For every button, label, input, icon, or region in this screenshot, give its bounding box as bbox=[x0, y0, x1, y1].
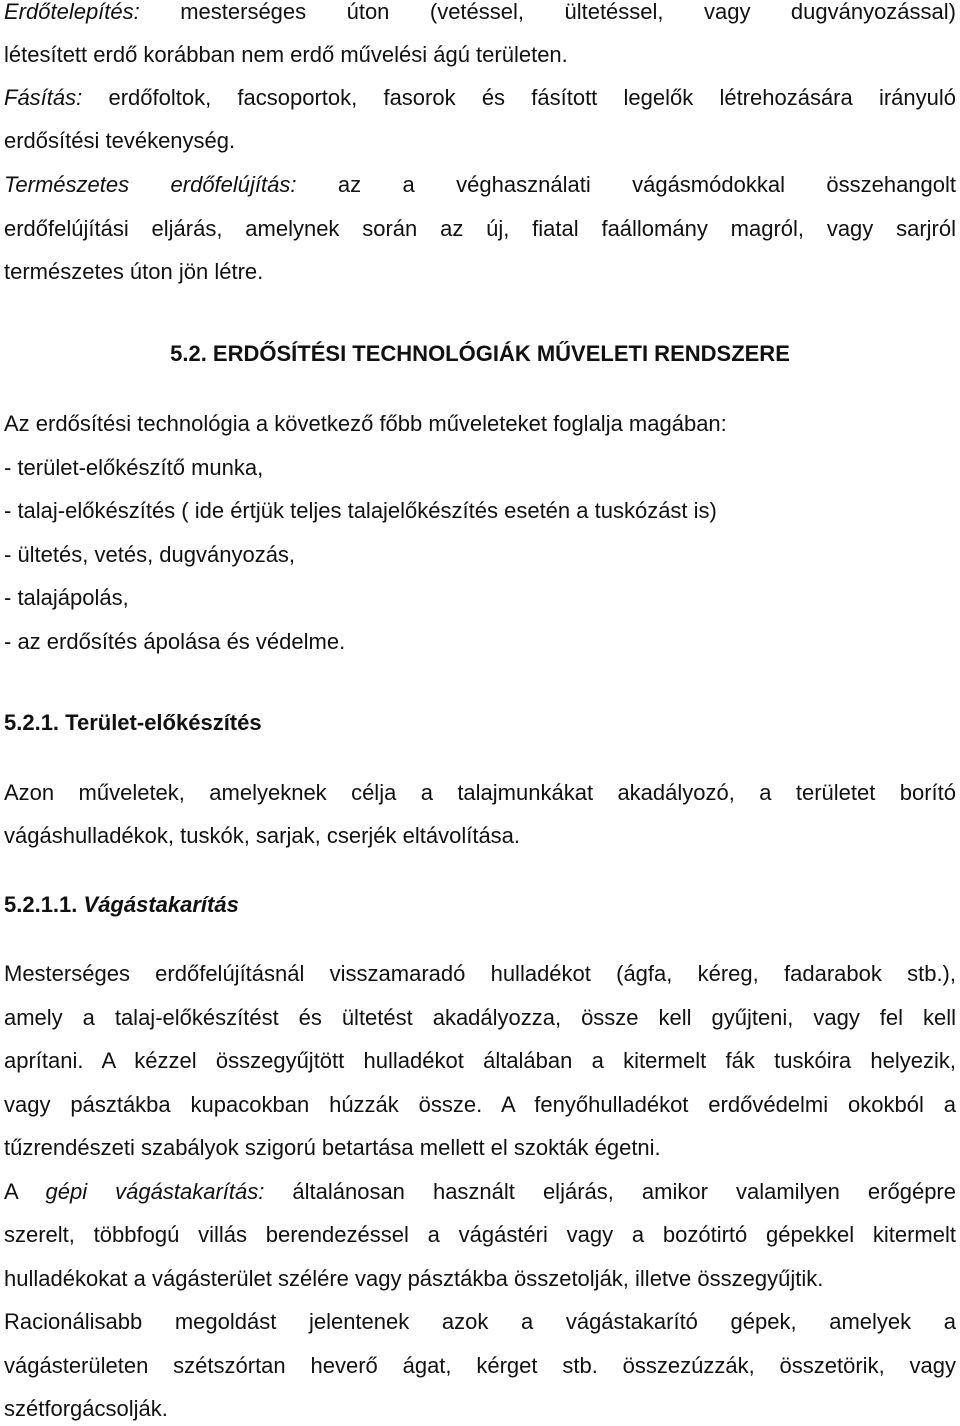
definition-termeszetes-line-1 bbox=[4, 170, 956, 200]
operations-intro: Az erdősítési technológia a következő főbb műveleteket foglalja magában: bbox=[4, 411, 727, 436]
racionalis-megoldas-line-3: szétforgácsolják. bbox=[4, 1396, 168, 1421]
vagastakaritas-line-3: aprítani. A kézzel összegyűjtött hulladékot általában a kitermelt fák tuskóira helyezik, bbox=[4, 1048, 956, 1073]
operations-list-item: - az erdősítés ápolása és védelme. bbox=[4, 629, 346, 654]
definition-text: általánosan használt eljárás, amikor valamilyen erőgépre bbox=[264, 1179, 956, 1204]
terulet-elokeszites-line-2: vágáshulladékok, tuskók, sarjak, cserjék eltávolítása. bbox=[4, 823, 521, 848]
operations-list-item: - talajápolás, bbox=[4, 585, 129, 610]
gepi-vagastakaritas-line-3: hulladékokat a vágásterület szélére vagy pásztákba összetolják, illetve összegyűjtik. bbox=[4, 1266, 824, 1291]
operations-list-item: - ültetés, vetés, dugványozás, bbox=[4, 542, 296, 567]
gepi-vagastakaritas-line-1 bbox=[4, 1177, 956, 1207]
vagastakaritas-line-4: vagy pásztákba kupacokban húzzák össze. A fenyőhulladékot erdővédelmi okokból a bbox=[4, 1092, 956, 1117]
definition-termeszetes-line-3: természetes úton jön létre. bbox=[4, 259, 264, 284]
vagastakaritas-line-1: Mesterséges erdőfelújításnál visszamaradó hulladékot (ágfa, kéreg, fadarabok stb.), bbox=[4, 961, 956, 986]
definition-term: Erdőtelepítés: bbox=[4, 0, 140, 24]
racionalis-megoldas-line-2: vágásterületen szétszórtan heverő ágat, kérget stb. összezúzzák, összetörik, vagy bbox=[4, 1353, 956, 1378]
definition-fasitas-line-2: erdősítési tevékenység. bbox=[4, 128, 236, 153]
section-heading-5-2: 5.2. ERDŐSÍTÉSI TECHNOLÓGIÁK MŰVELETI RENDSZERE bbox=[170, 341, 790, 366]
section-title: Vágástakarítás bbox=[83, 892, 239, 917]
definition-term: Fásítás: bbox=[4, 85, 83, 110]
definition-text: az a véghasználati vágásmódokkal összehangolt bbox=[296, 172, 956, 197]
definition-fasitas-line-1 bbox=[4, 83, 956, 113]
definition-text: mesterséges úton (vetéssel, ültetéssel, vagy dugványozással) bbox=[139, 0, 956, 24]
paragraph-prefix: A bbox=[4, 1179, 46, 1204]
definition-term: gépi vágástakarítás: bbox=[45, 1179, 265, 1204]
definition-termeszetes-line-2: erdőfelújítási eljárás, amelynek során az új, fiatal faállomány magról, vagy sarjról bbox=[4, 216, 956, 241]
operations-list-item: - terület-előkészítő munka, bbox=[4, 455, 264, 480]
terulet-elokeszites-line-1: Azon műveletek, amelyeknek célja a talajmunkákat akadályozó, a területet borító bbox=[4, 780, 956, 805]
section-number: 5.2.1.1. bbox=[4, 892, 84, 917]
definition-erdotelepites-line-1 bbox=[4, 0, 956, 27]
section-heading-5-2-1: 5.2.1. Terület-előkészítés bbox=[4, 710, 262, 735]
definition-text: erdőfoltok, facsoportok, fasorok és fásított legelők létrehozására irányuló bbox=[82, 85, 956, 110]
definition-term: Természetes erdőfelújítás: bbox=[4, 172, 297, 197]
vagastakaritas-line-5: tűzrendészeti szabályok szigorú betartása mellett el szokták égetni. bbox=[4, 1135, 661, 1160]
operations-list-item: - talaj-előkészítés ( ide értjük teljes talajelőkészítés esetén a tuskózást is) bbox=[4, 498, 717, 523]
vagastakaritas-line-2: amely a talaj-előkészítést és ültetést akadályozza, össze kell gyűjteni, vagy fel kell bbox=[4, 1005, 956, 1030]
racionalis-megoldas-line-1: Racionálisabb megoldást jelentenek azok a vágástakarító gépek, amelyek a bbox=[4, 1309, 956, 1334]
definition-erdotelepites-line-2: létesített erdő korábban nem erdő művelési ágú területen. bbox=[4, 42, 568, 67]
section-heading-5-2-1-1 bbox=[4, 890, 956, 920]
gepi-vagastakaritas-line-2: szerelt, többfogú villás berendezéssel a vágástéri vagy a bozótirtó gépekkel kitermelt bbox=[4, 1222, 956, 1247]
